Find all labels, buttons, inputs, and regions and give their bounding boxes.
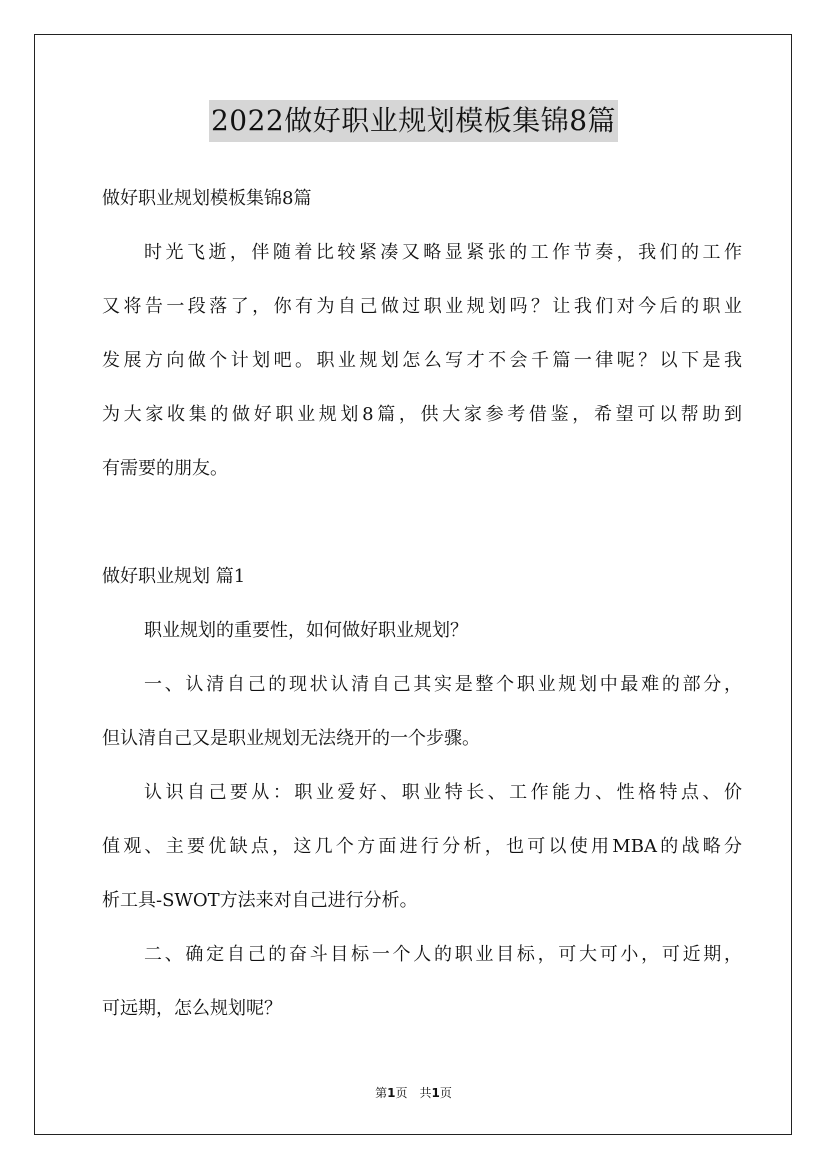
paragraph-line: 为大家收集的做好职业规划8篇，供大家参考借鉴，希望可以帮助到	[102, 404, 742, 425]
spacer	[102, 496, 742, 550]
paragraph-line: 值观、主要优缺点，这几个方面进行分析，也可以使用MBA的战略分	[102, 836, 742, 857]
paragraph-line: 但认清自己又是职业规划无法绕开的一个步骤。	[102, 728, 480, 749]
section-heading: 做好职业规划 篇1	[102, 566, 246, 587]
document-body	[102, 172, 742, 1036]
paragraph-line: 可远期，怎么规划呢？	[102, 998, 282, 1019]
paragraph-line: 时光飞逝，伴随着比较紧凑又略显紧张的工作节奏，我们的工作	[144, 242, 742, 263]
paragraph-line: 有需要的朋友。	[102, 458, 228, 479]
page-total: 1	[431, 1086, 440, 1100]
paragraph-line: 析工具-SWOT方法来对自己进行分析。	[102, 890, 418, 911]
document-subtitle: 做好职业规划模板集锦8篇	[102, 188, 312, 209]
paragraph-line: 职业规划的重要性，如何做好职业规划？	[144, 620, 468, 641]
document-title: 2022做好职业规划模板集锦8篇	[209, 100, 618, 142]
paragraph-line: 一、认清自己的现状认清自己其实是整个职业规划中最难的部分，	[144, 674, 742, 695]
paragraph-line: 二、确定自己的奋斗目标一个人的职业目标，可大可小，可近期，	[144, 944, 742, 965]
paragraph-line: 又将告一段落了，你有为自己做过职业规划吗？让我们对今后的职业	[102, 296, 742, 317]
page-footer	[0, 1084, 827, 1101]
page-current: 1	[387, 1086, 396, 1100]
paragraph-line: 认识自己要从：职业爱好、职业特长、工作能力、性格特点、价	[144, 782, 742, 803]
page-mid: 页 共	[395, 1086, 432, 1100]
page-prefix: 第	[375, 1086, 388, 1100]
paragraph-line: 发展方向做个计划吧。职业规划怎么写才不会千篇一律呢？以下是我	[102, 350, 742, 371]
page-suffix: 页	[439, 1086, 452, 1100]
title-container	[0, 100, 827, 142]
